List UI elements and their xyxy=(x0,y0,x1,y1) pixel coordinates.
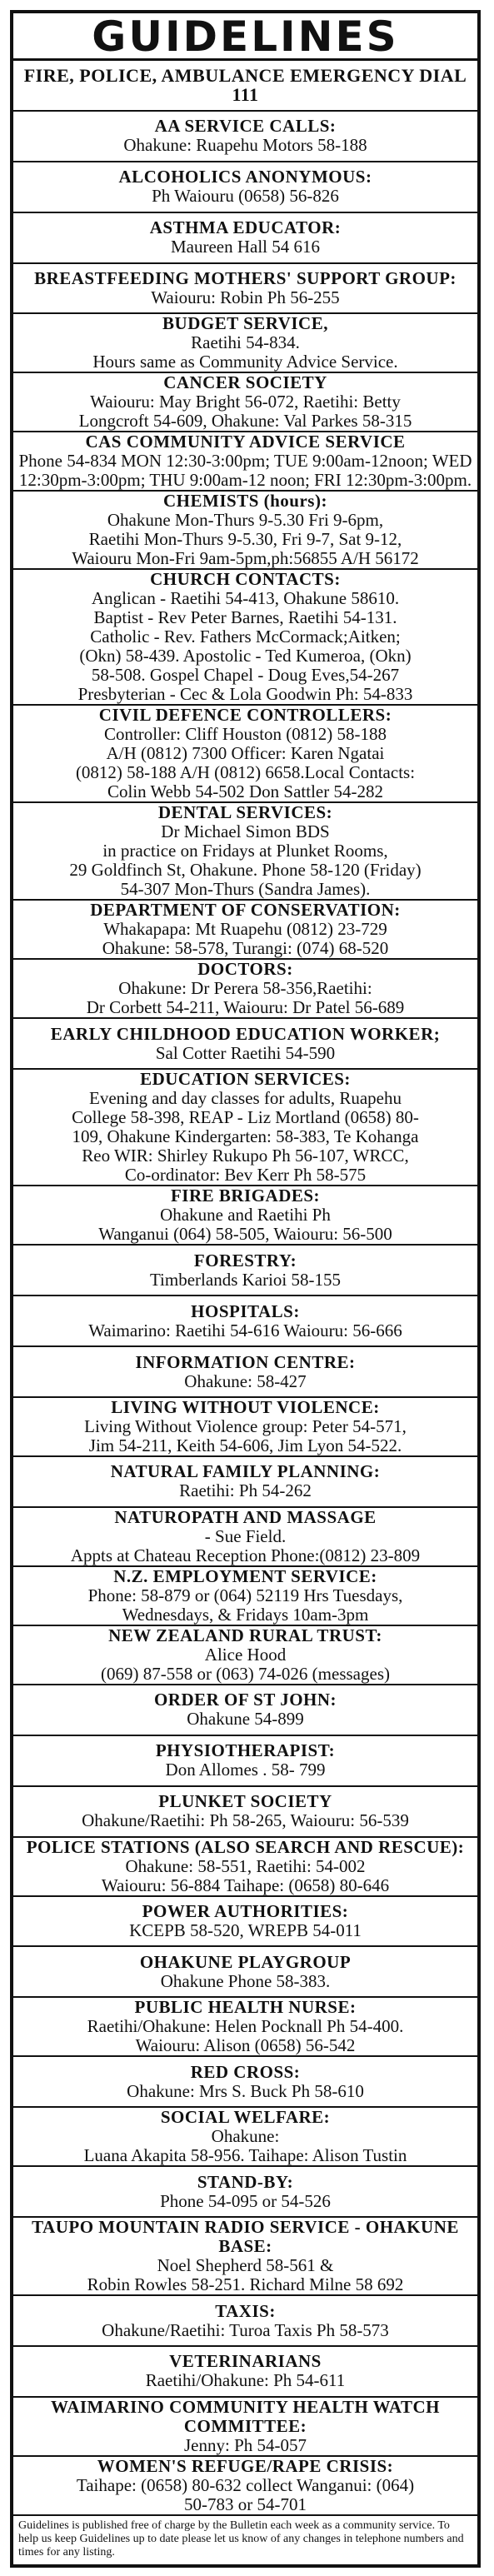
guideline-entry xyxy=(13,1508,477,1567)
guideline-entry xyxy=(13,2218,477,2296)
guideline-entry xyxy=(13,1897,477,1948)
entry-heading: LIVING WITHOUT VIOLENCE: xyxy=(111,1397,380,1418)
entry-line: Timberlands Karioi 58-155 xyxy=(149,1269,342,1290)
entry-line: Appts at Chateau Reception Phone:(0812) 23-809 xyxy=(70,1545,421,1565)
entry-line: Noel Shepherd 58-561 & xyxy=(157,2255,334,2276)
entry-line: Living Without Violence group: Peter 54-571, xyxy=(84,1416,407,1437)
entry-line: Reo WIR: Shirley Rukupo Ph 56-107, WRCC, xyxy=(82,1146,409,1166)
entry-heading: WOMEN'S REFUGE/RAPE CRISIS: xyxy=(97,2455,394,2476)
entry-line: Waiouru: Alison (0658) 56-542 xyxy=(135,2035,356,2056)
entry-line: (0812) 58-188 A/H (0812) 6658.Local Contacts: xyxy=(75,762,416,783)
guideline-entry xyxy=(13,1787,477,1838)
entry-line: Dr Michael Simon BDS xyxy=(161,821,330,842)
entry-heading: EARLY CHILDHOOD EDUCATION WORKER; xyxy=(50,1023,441,1044)
guidelines-title: GUIDELINES xyxy=(13,13,477,61)
entry-heading: FORESTRY: xyxy=(193,1250,297,1271)
entry-heading: PHYSIOTHERAPIST: xyxy=(155,1740,336,1761)
guideline-entry xyxy=(13,1246,477,1296)
entry-line: Baptist - Rev Peter Barnes, Raetihi 54-131. xyxy=(93,607,397,628)
entry-line: Ohakune and Raetihi Ph xyxy=(160,1205,331,1226)
entry-heading: ASTHMA EDUCATOR: xyxy=(149,217,342,238)
entry-heading: PUBLIC HEALTH NURSE: xyxy=(134,1997,357,2018)
entry-heading: NEW ZEALAND RURAL TRUST: xyxy=(108,1625,382,1645)
entry-line: Waiouru: 56-884 Taihape: (0658) 80-646 xyxy=(101,1875,390,1895)
entry-line: Luana Akapita 58-956. Taihape: Alison Tustin xyxy=(83,2145,407,2166)
entry-heading: DEPARTMENT OF CONSERVATION: xyxy=(90,900,401,921)
guideline-entry xyxy=(13,2108,477,2167)
entry-heading: CIVIL DEFENCE CONTROLLERS: xyxy=(98,705,392,726)
guideline-entry xyxy=(13,2296,477,2347)
entry-line: Ohakune/Raetihi: Ph 58-265, Waiouru: 56-539 xyxy=(82,1810,409,1831)
entry-line: Dr Corbett 54-211, Waiouru: Dr Patel 56-689 xyxy=(86,997,405,1018)
entry-line: Phone 54-834 MON 12:30-3:00pm; TUE 9:00am-12noon; WED 12:30pm-3:00pm; THU 9:00am-12 noon; FRI 12:30pm-3:00pm. xyxy=(18,451,472,491)
guideline-entry xyxy=(13,1019,477,1070)
guideline-entry xyxy=(13,61,477,112)
entry-line: College 58-398, REAP - Liz Mortland (0658) 80- xyxy=(72,1107,419,1128)
entry-line: in practice on Fridays at Plunket Rooms, xyxy=(102,841,388,861)
entry-line: Wednesdays, & Fridays 10am-3pm xyxy=(122,1604,369,1625)
entry-heading: OHAKUNE PLAYGROUP xyxy=(139,1951,352,1972)
entry-line: Whakapapa: Mt Ruapehu (0812) 23-729 xyxy=(103,919,387,940)
entry-line: Ohakune: 58-427 xyxy=(184,1370,307,1391)
entry-heading: PLUNKET SOCIETY xyxy=(158,1791,332,1812)
guideline-entry xyxy=(13,2347,477,2398)
entry-line: Raetihi: Ph 54-262 xyxy=(179,1480,312,1501)
entry-line: Waiouru: May Bright 56-072, Raetihi: Betty xyxy=(90,392,401,412)
guideline-entry xyxy=(13,2057,477,2108)
entry-line: Raetihi Mon-Thurs 9-5.30, Fri 9-7, Sat 9-12, xyxy=(88,529,402,550)
guideline-entry xyxy=(13,1398,477,1457)
entry-heading: BREASTFEEDING MOTHERS' SUPPORT GROUP: xyxy=(34,268,457,288)
guideline-entry xyxy=(13,1186,477,1246)
entry-heading: TAXIS: xyxy=(215,2300,276,2321)
entry-heading: CHURCH CONTACTS: xyxy=(150,569,341,590)
guideline-entry xyxy=(13,432,477,492)
entry-line: 50-783 or 54-701 xyxy=(184,2494,307,2514)
entry-heading: ALCOHOLICS ANONYMOUS: xyxy=(118,167,372,187)
entry-line: Waiouru Mon-Fri 9am-5pm,ph:56855 A/H 56172 xyxy=(72,548,419,569)
entry-line: Taihape: (0658) 80-632 collect Wanganui: (064) xyxy=(76,2474,415,2495)
guideline-entry xyxy=(13,901,477,960)
entry-heading: N.Z. EMPLOYMENT SERVICE: xyxy=(113,1565,377,1586)
entry-line: Ohakune: Ruapehu Motors 58-188 xyxy=(123,135,367,156)
entry-heading: FIRE BRIGADES: xyxy=(170,1186,321,1206)
entry-heading: ORDER OF ST JOHN: xyxy=(153,1690,337,1710)
entry-heading: BUDGET SERVICE, xyxy=(162,313,328,334)
entry-heading: DOCTORS: xyxy=(197,959,293,980)
entry-line: Ohakune: Dr Perera 58-356,Raetihi: xyxy=(118,978,372,999)
entry-line: Sal Cotter Raetihi 54-590 xyxy=(155,1042,336,1063)
guideline-entry xyxy=(13,803,477,901)
guideline-entry xyxy=(13,2167,477,2218)
entry-heading: CANCER SOCIETY xyxy=(163,372,327,393)
guideline-entry xyxy=(13,1296,477,1347)
guideline-entry xyxy=(13,570,477,706)
entry-heading: RED CROSS: xyxy=(190,2061,301,2082)
guideline-entry xyxy=(13,1347,477,1398)
entry-line: 58-508. Gospel Chapel - Doug Eves,54-267 xyxy=(91,665,400,686)
guidelines-box xyxy=(10,10,481,2568)
entry-line: Waimarino: Raetihi 54-616 Waiouru: 56-666 xyxy=(88,1320,402,1340)
entry-heading: HOSPITALS: xyxy=(191,1300,300,1321)
guideline-entry xyxy=(13,373,477,432)
guideline-entry xyxy=(13,1567,477,1626)
guidelines-footer: Guidelines is published free of charge by the Bulletin each week as a community service. To help us keep Guidelines up to date please let us know of any changes in telephone numbers and times for any listing. xyxy=(18,2519,464,2559)
guideline-entry xyxy=(13,492,477,570)
guideline-entry xyxy=(13,112,477,162)
entry-line: Anglican - Raetihi 54-413, Ohakune 58610. xyxy=(91,588,400,609)
entry-line: Catholic - Rev. Fathers McCormack;Aitken; xyxy=(90,627,401,647)
entry-heading: EDUCATION SERVICES: xyxy=(140,1069,351,1090)
entry-line: KCEPB 58-520, WREPB 54-011 xyxy=(129,1920,362,1941)
entry-line: Jenny: Ph 54-057 xyxy=(184,2434,307,2455)
entry-line: Longcroft 54-609, Ohakune: Val Parkes 58-315 xyxy=(78,411,412,432)
guideline-entry xyxy=(13,1838,477,1897)
entry-line: Hours same as Community Advice Service. xyxy=(92,352,398,372)
entry-line: Ohakune 54-899 xyxy=(187,1709,304,1730)
entry-line: Ohakune: 58-551, Raetihi: 54-002 xyxy=(125,1855,366,1876)
entry-heading: FIRE, POLICE, AMBULANCE EMERGENCY DIAL 111 xyxy=(23,65,467,106)
entry-line: Robin Rowles 58-251. Richard Milne 58 692 xyxy=(87,2274,404,2295)
entry-line: Phone 54-095 or 54-526 xyxy=(160,2190,331,2211)
entry-line: (Okn) 58-439. Apostolic - Ted Kumeroa, (Okn) xyxy=(79,646,412,666)
entry-line: A/H (0812) 7300 Officer: Karen Ngatai xyxy=(106,743,385,764)
entry-line: Phone: 58-879 or (064) 52119 Hrs Tuesdays, xyxy=(87,1585,403,1605)
entry-line: Maureen Hall 54 616 xyxy=(170,237,321,257)
guideline-entry xyxy=(13,706,477,803)
entry-line: Ohakune: 58-578, Turangi: (074) 68-520 xyxy=(102,938,389,959)
guideline-entry xyxy=(13,1947,477,1998)
entry-line: Wanganui (064) 58-505, Waiouru: 56-500 xyxy=(98,1224,392,1245)
entry-line: 29 Goldfinch St, Ohakune. Phone 58-120 (Friday) xyxy=(69,860,422,881)
entry-heading: WAIMARINO COMMUNITY HEALTH WATCH COMMITTEE: xyxy=(51,2396,440,2436)
entry-heading: DENTAL SERVICES: xyxy=(157,802,333,823)
entry-line: Ph Waiouru (0658) 56-826 xyxy=(152,186,339,207)
entry-line: Alice Hood xyxy=(204,1644,287,1665)
guideline-entry xyxy=(13,264,477,315)
entry-line: Don Allomes . 58- 799 xyxy=(165,1760,326,1780)
entry-line: Raetihi/Ohakune: Helen Pocknall Ph 54-400. xyxy=(87,2016,404,2037)
entry-line: Ohakune/Raetihi: Turoa Taxis Ph 58-573 xyxy=(102,2319,389,2340)
entry-line: (069) 87-558 or (063) 74-026 (messages) xyxy=(100,1663,390,1684)
entry-line: 109, Ohakune Kindergarten: 58-383, Te Kohanga xyxy=(72,1126,419,1147)
guideline-entry xyxy=(13,162,477,213)
entry-heading: INFORMATION CENTRE: xyxy=(135,1351,356,1372)
guideline-entry xyxy=(13,1998,477,2057)
entry-line: Ohakune: xyxy=(211,2126,280,2147)
guideline-entry xyxy=(13,2457,477,2516)
guideline-entry xyxy=(13,1626,477,1685)
guidelines-entries xyxy=(13,61,477,2516)
entry-heading: POWER AUTHORITIES: xyxy=(142,1901,349,1922)
guideline-entry xyxy=(13,1070,477,1186)
guideline-entry xyxy=(13,960,477,1019)
guideline-entry xyxy=(13,1457,477,1508)
entry-line: Ohakune Mon-Thurs 9-5.30 Fri 9-6pm, xyxy=(107,510,384,531)
guideline-entry xyxy=(13,2398,477,2457)
entry-line: 54-307 Mon-Thurs (Sandra James). xyxy=(120,879,371,900)
entry-line: - Sue Field. xyxy=(204,1525,287,1546)
entry-line: Controller: Cliff Houston (0812) 58-188 xyxy=(103,724,387,745)
entry-heading: NATURAL FAMILY PLANNING: xyxy=(110,1461,381,1482)
entry-heading: CAS COMMUNITY ADVICE SERVICE xyxy=(85,432,406,452)
guideline-entry xyxy=(13,1736,477,1787)
entry-line: Evening and day classes for adults, Ruapehu xyxy=(89,1088,402,1109)
entry-line: Waiouru: Robin Ph 56-255 xyxy=(151,287,340,307)
guideline-entry xyxy=(13,213,477,264)
entry-line: Presbyterian - Cec & Lola Goodwin Ph: 54-833 xyxy=(77,684,413,705)
guideline-entry xyxy=(13,1685,477,1736)
entry-heading: TAUPO MOUNTAIN RADIO SERVICE - OHAKUNE BASE: xyxy=(32,2217,459,2257)
entry-heading: CHEMISTS (hours): xyxy=(163,491,327,512)
entry-line: Raetihi/Ohakune: Ph 54-611 xyxy=(145,2370,346,2391)
entry-heading: SOCIAL WELFARE: xyxy=(160,2107,331,2128)
entry-line: Co-ordinator: Bev Kerr Ph 58-575 xyxy=(124,1165,367,1186)
entry-line: Raetihi 54-834. xyxy=(191,332,300,353)
guideline-entry xyxy=(13,314,477,373)
entry-heading: VETERINARIANS xyxy=(169,2351,322,2372)
entry-line: Colin Webb 54-502 Don Sattler 54-282 xyxy=(107,781,383,802)
entry-line: Jim 54-211, Keith 54-606, Jim Lyon 54-522. xyxy=(88,1435,402,1456)
entry-heading: NATUROPATH AND MASSAGE xyxy=(114,1506,377,1527)
entry-heading: POLICE STATIONS (ALSO SEARCH AND RESCUE): xyxy=(26,1836,465,1857)
entry-line: Ohakune: Mrs S. Buck Ph 58-610 xyxy=(127,2080,364,2101)
entry-heading: STAND-BY: xyxy=(197,2171,294,2192)
entry-heading: AA SERVICE CALLS: xyxy=(154,116,337,137)
entry-line: Ohakune Phone 58-383. xyxy=(160,1970,331,1991)
